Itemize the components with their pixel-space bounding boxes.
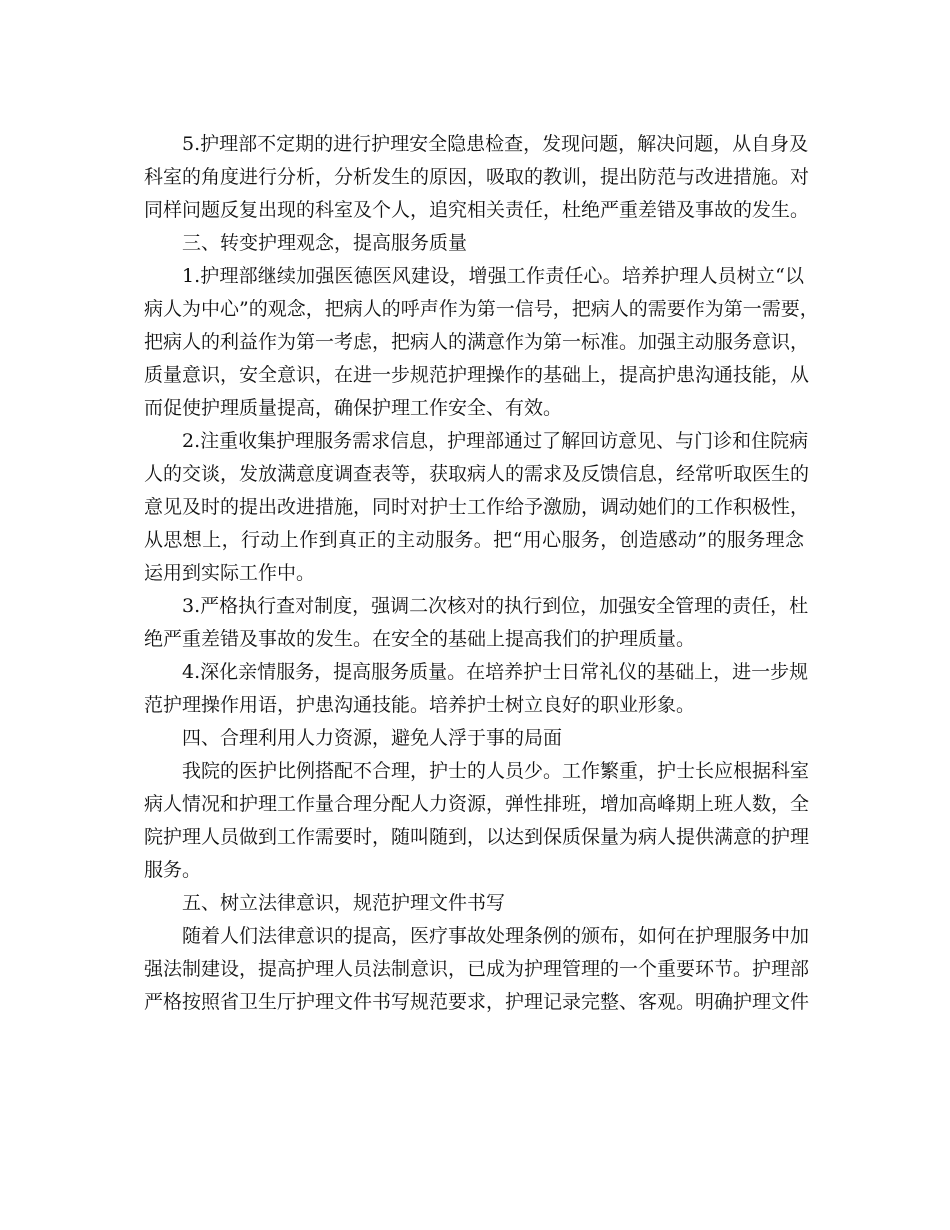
paragraph-line: 人的交谈，发放满意度调查表等，获取病人的需求及反馈信息，经常听取医生的 bbox=[144, 463, 810, 485]
paragraph-line: 病人为中心”的观念，把病人的呼声作为第一信号，把病人的需要作为第一需要， bbox=[144, 298, 819, 320]
paragraph-line: 意见及时的提出改进措施，同时对护士工作给予激励，调动她们的工作积极性， bbox=[144, 496, 810, 518]
paragraph-line: 5.护理部不定期的进行护理安全隐患检查，发现问题，解决问题，从自身及 bbox=[182, 133, 809, 155]
paragraph-line: 从思想上，行动上作到真正的主动服务。把“用心服务，创造感动”的服务理念 bbox=[144, 529, 804, 551]
paragraph-line: 把病人的利益作为第一考虑，把病人的满意作为第一标准。加强主动服务意识， bbox=[144, 331, 810, 353]
paragraph-line: 而促使护理质量提高，确保护理工作安全、有效。 bbox=[144, 397, 563, 419]
paragraph-line: 范护理操作用语，护患沟通技能。培养护士树立良好的职业形象。 bbox=[144, 694, 696, 716]
paragraph-line: 严格按照省卫生厅护理文件书写规范要求，护理记录完整、客观。明确护理文件 bbox=[144, 991, 810, 1013]
paragraph-line: 绝严重差错及事故的发生。在安全的基础上提高我们的护理质量。 bbox=[144, 628, 696, 650]
paragraph-line: 强法制建设，提高护理人员法制意识，已成为护理管理的一个重要环节。护理部 bbox=[144, 958, 810, 980]
paragraph-line: 4.深化亲情服务，提高服务质量。在培养护士日常礼仪的基础上，进一步规 bbox=[182, 661, 809, 683]
paragraph-line: 科室的角度进行分析，分析发生的原因，吸取的教训，提出防范与改进措施。对 bbox=[144, 166, 810, 188]
paragraph-line: 3.严格执行查对制度，强调二次核对的执行到位，加强安全管理的责任，杜 bbox=[182, 595, 809, 617]
paragraph-line: 2.注重收集护理服务需求信息，护理部通过了解回访意见、与门诊和住院病 bbox=[182, 430, 809, 452]
section-heading: 四、合理利用人力资源，避免人浮于事的局面 bbox=[182, 727, 563, 749]
paragraph-line: 病人情况和护理工作量合理分配人力资源，弹性排班，增加高峰期上班人数，全 bbox=[144, 793, 810, 815]
section-heading: 三、转变护理观念，提高服务质量 bbox=[182, 232, 468, 254]
document-body bbox=[144, 128, 819, 1019]
paragraph-line: 同样问题反复出现的科室及个人，追究相关责任，杜绝严重差错及事故的发生。 bbox=[144, 199, 810, 221]
paragraph-line: 1.护理部继续加强医德医风建设，增强工作责任心。培养护理人员树立“以 bbox=[182, 265, 804, 287]
paragraph-line: 我院的医护比例搭配不合理，护士的人员少。工作繁重，护士长应根据科室 bbox=[182, 760, 810, 782]
paragraph-line: 质量意识，安全意识，在进一步规范护理操作的基础上，提高护患沟通技能，从 bbox=[144, 364, 810, 386]
paragraph-line: 院护理人员做到工作需要时，随叫随到，以达到保质保量为病人提供满意的护理 bbox=[144, 826, 810, 848]
section-heading: 五、树立法律意识，规范护理文件书写 bbox=[182, 892, 506, 914]
paragraph-line: 运用到实际工作中。 bbox=[144, 562, 316, 584]
paragraph-line: 随着人们法律意识的提高，医疗事故处理条例的颁布，如何在护理服务中加 bbox=[182, 925, 810, 947]
paragraph-line: 服务。 bbox=[144, 859, 202, 881]
